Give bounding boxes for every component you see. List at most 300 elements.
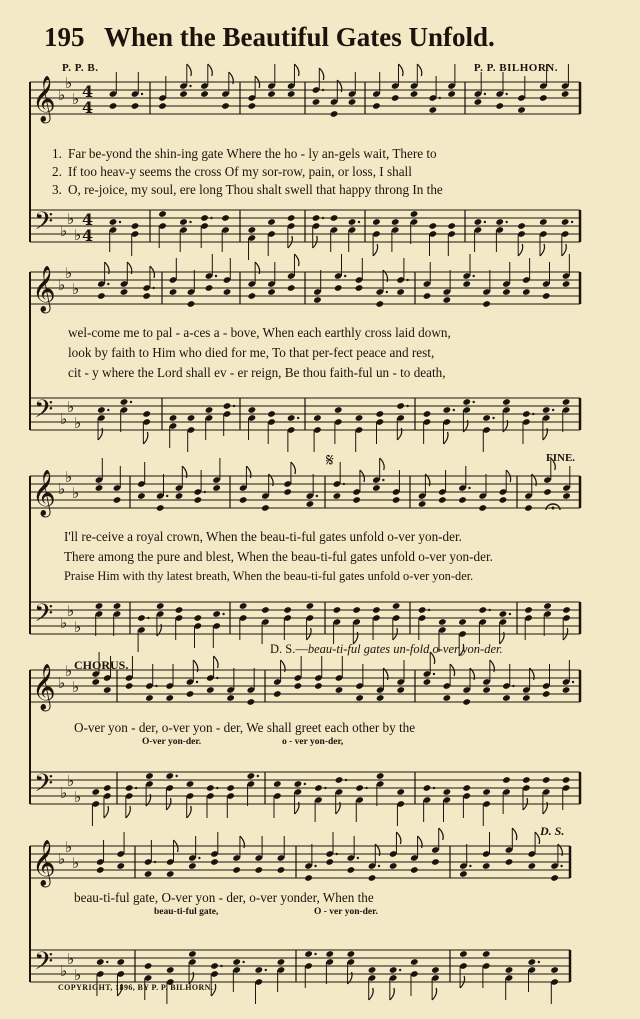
dot (552, 409, 554, 411)
note-head (113, 496, 122, 504)
dot (189, 221, 191, 223)
note-head (273, 690, 282, 698)
note-head (352, 496, 361, 504)
note-head (474, 218, 483, 226)
note-head (334, 284, 343, 292)
note-flag (104, 806, 109, 818)
dot (453, 409, 455, 411)
note-head (543, 488, 552, 496)
note-head (232, 958, 241, 966)
note-head (91, 788, 100, 796)
note-head (458, 618, 467, 626)
note-flag (432, 988, 437, 1000)
flat-sign: ♭ (72, 280, 80, 298)
bass-cue-3: beau-ti-ful gate, (154, 907, 219, 917)
dot (314, 865, 316, 867)
note-head (482, 862, 491, 870)
note-head (186, 690, 195, 698)
music-credit: P. P. BILHORN. (473, 62, 558, 74)
dot (469, 865, 471, 867)
dot (210, 217, 212, 219)
ds-instruction: D. S.—beau-ti-ful gates un-fold o-ver yon-der. (270, 642, 503, 656)
note-head (355, 414, 364, 422)
note-head (396, 402, 405, 410)
note-head (239, 496, 248, 504)
note-head (355, 284, 364, 292)
note-head (347, 866, 356, 874)
bass-clef: 𝄢 (34, 599, 54, 634)
note-head (347, 950, 356, 958)
flat-sign: ♭ (60, 784, 68, 802)
flat-sign: ♭ (67, 772, 75, 790)
note-head (158, 102, 167, 110)
dot (468, 487, 470, 489)
note-head (120, 398, 129, 406)
note-flag (291, 462, 296, 474)
note-head (188, 862, 197, 870)
note-head (277, 958, 286, 966)
note-head (348, 98, 357, 106)
time-signature: 4 (82, 226, 94, 245)
note-head (482, 686, 491, 694)
chorus-label: CHORUS. (74, 658, 129, 672)
fermata-dot (552, 507, 555, 510)
note-head (294, 682, 303, 690)
note-head (96, 958, 105, 966)
dot (509, 613, 511, 615)
note-head (97, 292, 106, 300)
note-head (550, 874, 559, 882)
note-head (210, 962, 219, 970)
note-head (267, 218, 276, 226)
note-head (145, 694, 154, 702)
note-flag (369, 988, 374, 1000)
note-head (294, 780, 303, 788)
note-head (431, 858, 440, 866)
note-head (232, 866, 241, 874)
note-head (169, 414, 178, 422)
note-head (91, 678, 100, 686)
dot (532, 413, 534, 415)
note-head (287, 90, 296, 98)
note-head (261, 504, 270, 512)
note-head (248, 406, 257, 414)
note-head (306, 602, 315, 610)
note-head (254, 966, 263, 974)
note-head (206, 686, 215, 694)
note-head (505, 858, 514, 866)
note-head (95, 484, 104, 492)
note-head (522, 410, 531, 418)
note-head (443, 406, 452, 414)
note-head (335, 686, 344, 694)
note-head (443, 296, 452, 304)
flat-sign: ♭ (67, 950, 75, 968)
note-head (524, 504, 533, 512)
note-head (169, 288, 178, 296)
note-head (542, 776, 551, 784)
note-head (116, 958, 125, 966)
flat-sign: ♭ (67, 210, 75, 228)
flat-sign: ♭ (65, 468, 73, 486)
note-head (221, 102, 230, 110)
dot (314, 953, 316, 955)
note-head (561, 90, 570, 98)
time-signature: 4 (82, 82, 94, 101)
dot (357, 857, 359, 859)
verse-3-line-3: Praise Him with thy latest breath, When the beau-ti-ful gates unfold o-ver yon-der. (64, 569, 474, 583)
dot (345, 779, 347, 781)
dot (336, 853, 338, 855)
flat-sign: ♭ (58, 276, 66, 294)
flat-sign: ♭ (60, 222, 68, 240)
note-head (247, 772, 256, 780)
note-head (368, 966, 377, 974)
verse-1-line-1: 1. Far be-yond the shin-ing gate Where the ho - ly an-gels wait, There to (52, 146, 437, 161)
note-head (539, 218, 548, 226)
dot (220, 965, 222, 967)
flat-sign: ♭ (58, 86, 66, 104)
note-head (330, 110, 339, 118)
note-head (212, 484, 221, 492)
dot (506, 221, 508, 223)
note-head (478, 606, 487, 614)
dot (265, 969, 267, 971)
note-head (428, 222, 437, 230)
verse-1-line-3: I'll re-ceive a royal crown, When the beau-ti-ful gates unfold o-ver yon-der. (64, 529, 462, 544)
note-head (267, 90, 276, 98)
flat-sign: ♭ (65, 662, 73, 680)
dot (378, 865, 380, 867)
time-signature: 4 (82, 98, 94, 117)
note-head (502, 694, 511, 702)
note-flag (294, 254, 299, 266)
note-head (165, 772, 174, 780)
dot (358, 221, 360, 223)
note-head (482, 300, 491, 308)
note-head (517, 106, 526, 114)
words-credit: P. P. B. (62, 62, 99, 74)
dot (439, 97, 441, 99)
note-head (389, 862, 398, 870)
dot (155, 685, 157, 687)
note-flag (187, 806, 192, 818)
flat-sign: ♭ (65, 838, 73, 856)
note-head (389, 966, 398, 974)
dot (154, 861, 156, 863)
ds-label: D. S. (540, 824, 565, 838)
dot (484, 221, 486, 223)
flat-sign: ♭ (74, 226, 82, 244)
note-head (438, 618, 447, 626)
note-head (239, 602, 248, 610)
note-head (175, 606, 184, 614)
note-head (396, 686, 405, 694)
flat-sign: ♭ (58, 850, 66, 868)
note-flag (373, 244, 378, 256)
note-head (103, 686, 112, 694)
verse-2-line-2: look by faith to Him who died for me, To that per-fect peace and rest, (68, 345, 435, 360)
note-flag (444, 432, 449, 444)
note-head (562, 398, 571, 406)
note-head (391, 218, 400, 226)
note-head (144, 870, 153, 878)
note-head (542, 406, 551, 414)
bass-clef: 𝄢 (34, 395, 54, 430)
note-head (186, 780, 195, 788)
dot (176, 775, 178, 777)
note-head (410, 90, 419, 98)
bass-clef: 𝄢 (34, 207, 54, 242)
note-head (418, 500, 427, 508)
flat-sign: ♭ (72, 678, 80, 696)
note-head (474, 98, 483, 106)
flat-sign: ♭ (65, 264, 73, 282)
note-head (188, 950, 197, 958)
flat-sign: ♭ (74, 414, 82, 432)
chorus-line-2: beau-ti-ful gate, O-ver yon - der, o-ver yonder, When the (74, 890, 374, 905)
note-head (166, 966, 175, 974)
note-head (165, 694, 174, 702)
note-head (267, 288, 276, 296)
note-head (458, 496, 467, 504)
note-head (283, 606, 292, 614)
dot (538, 961, 540, 963)
note-head (205, 406, 214, 414)
note-head (478, 504, 487, 512)
note-head (428, 106, 437, 114)
note-head (325, 950, 334, 958)
note-head (502, 398, 511, 406)
note-head (562, 686, 571, 694)
note-head (423, 292, 432, 300)
note-head (392, 496, 401, 504)
flat-sign: ♭ (65, 74, 73, 92)
dot (492, 417, 494, 419)
note-head (137, 492, 146, 500)
dot (489, 609, 491, 611)
note-head (443, 788, 452, 796)
dot (316, 495, 318, 497)
note-head (410, 958, 419, 966)
flat-sign: ♭ (74, 966, 82, 984)
verse-2-line-3: There among the pure and blest, When the beau-ti-ful gates unfold o-ver yon-der. (64, 549, 493, 564)
note-flag (439, 828, 444, 840)
treble-clef: 𝄞 (32, 470, 56, 516)
treble-clef: 𝄞 (32, 664, 56, 710)
note-head (175, 492, 184, 500)
note-head (522, 288, 531, 296)
note-head (527, 862, 536, 870)
note-flag (390, 988, 395, 1000)
note-head (482, 414, 491, 422)
dot (484, 93, 486, 95)
treble-clef: 𝄞 (32, 76, 56, 122)
note-head (502, 776, 511, 784)
flat-sign: ♭ (60, 614, 68, 632)
note-head (313, 296, 322, 304)
note-head (314, 784, 323, 792)
note-head (372, 102, 381, 110)
note-head (248, 102, 257, 110)
note-head (287, 214, 296, 222)
note-head (116, 862, 125, 870)
note-head (372, 606, 381, 614)
flat-sign: ♭ (60, 410, 68, 428)
note-head (431, 966, 440, 974)
note-flag (417, 64, 422, 76)
note-head (495, 218, 504, 226)
dot (512, 685, 514, 687)
flat-sign: ♭ (72, 484, 80, 502)
note-head (187, 414, 196, 422)
note-head (396, 788, 405, 796)
note-head (96, 866, 105, 874)
bass-cue-1: O-ver yon-der. (142, 737, 202, 747)
note-head (193, 614, 202, 622)
note-head (206, 784, 215, 792)
note-head (423, 784, 432, 792)
note-flag (535, 832, 540, 844)
note-head (287, 284, 296, 292)
note-head (527, 958, 536, 966)
note-head (462, 398, 471, 406)
dot (198, 857, 200, 859)
note-flag (518, 244, 523, 256)
note-head (499, 496, 508, 504)
note-head (334, 406, 343, 414)
note-head (312, 98, 321, 106)
note-head (375, 300, 384, 308)
verse-3-line-1: 3. O, re-joice, my soul, ere long Thou shalt swell that happy throng In the (52, 182, 443, 197)
verse-1-line-2: wel-come me to pal - a-ces a - bove, When each earthly cross laid down, (68, 325, 451, 340)
note-head (113, 602, 122, 610)
flat-sign: ♭ (58, 480, 66, 498)
treble-clef: 𝄞 (32, 840, 56, 886)
note-head (499, 610, 508, 618)
note-head (248, 226, 257, 234)
note-head (145, 772, 154, 780)
note-head (277, 866, 286, 874)
note-head (95, 602, 104, 610)
note-head (221, 214, 230, 222)
note-head (304, 950, 313, 958)
dot (297, 417, 299, 419)
note-head (142, 410, 151, 418)
note-head (372, 484, 381, 492)
flat-sign: ♭ (58, 674, 66, 692)
fine-label: FINE. (546, 452, 576, 464)
note-flag (126, 806, 131, 818)
note-head (376, 772, 385, 780)
dot (107, 283, 109, 285)
note-head (212, 610, 221, 618)
note-head (368, 874, 377, 882)
dot (428, 609, 430, 611)
note-head (562, 606, 571, 614)
note-head (210, 858, 219, 866)
note-head (550, 966, 559, 974)
note-flag (187, 64, 192, 76)
time-signature: 4 (82, 210, 94, 229)
note-head (179, 90, 188, 98)
note-head (392, 602, 401, 610)
note-flag (294, 64, 299, 76)
segno-sign: 𝄋 (326, 450, 334, 471)
dot (130, 401, 132, 403)
note-head (125, 682, 134, 690)
note-head (423, 678, 432, 686)
note-head (330, 214, 339, 222)
dot (141, 93, 143, 95)
note-head (542, 690, 551, 698)
note-head (226, 784, 235, 792)
note-head (273, 780, 282, 788)
note-flag (540, 244, 545, 256)
note-head (423, 410, 432, 418)
dot (322, 89, 324, 91)
note-head (304, 874, 313, 882)
note-head (103, 784, 112, 792)
note-head (137, 614, 146, 622)
note-head (539, 94, 548, 102)
dot (344, 275, 346, 277)
dot (386, 291, 388, 293)
note-flag (512, 828, 517, 840)
dot (216, 677, 218, 679)
dot (152, 287, 154, 289)
chorus-line-1: O-ver yon - der, o-ver yon - der, We shall greet each other by the (74, 720, 416, 735)
dot (107, 409, 109, 411)
note-head (193, 496, 202, 504)
note-head (443, 694, 452, 702)
note-head (333, 492, 342, 500)
flat-sign: ♭ (60, 962, 68, 980)
note-head (248, 292, 257, 300)
dot (572, 681, 574, 683)
hymn-title: When the Beautiful Gates Unfold. (104, 22, 495, 52)
note-head (223, 402, 232, 410)
note-head (418, 606, 427, 614)
note-head (562, 776, 571, 784)
note-head (462, 784, 471, 792)
note-head (166, 870, 175, 878)
note-head (410, 866, 419, 874)
note-head (375, 410, 384, 418)
note-head (542, 292, 551, 300)
dot (222, 613, 224, 615)
note-head (131, 102, 140, 110)
dot (406, 405, 408, 407)
note-head (482, 788, 491, 796)
treble-clef: 𝄞 (32, 266, 56, 312)
note-head (97, 406, 106, 414)
note-head (254, 866, 263, 874)
note-head (125, 784, 134, 792)
dot (257, 775, 259, 777)
note-head (447, 222, 456, 230)
note-head (376, 694, 385, 702)
note-head (348, 218, 357, 226)
dot (242, 961, 244, 963)
note-flag (399, 64, 404, 76)
verse-2-line-1: 2. If too heav-y seems the cross Of my sor-row, pain, or loss, I shall (52, 164, 412, 179)
note-head (459, 950, 468, 958)
bass-clef: 𝄢 (34, 947, 54, 982)
flat-sign: ♭ (72, 90, 80, 108)
note-head (396, 288, 405, 296)
flat-sign: ♭ (74, 788, 82, 806)
